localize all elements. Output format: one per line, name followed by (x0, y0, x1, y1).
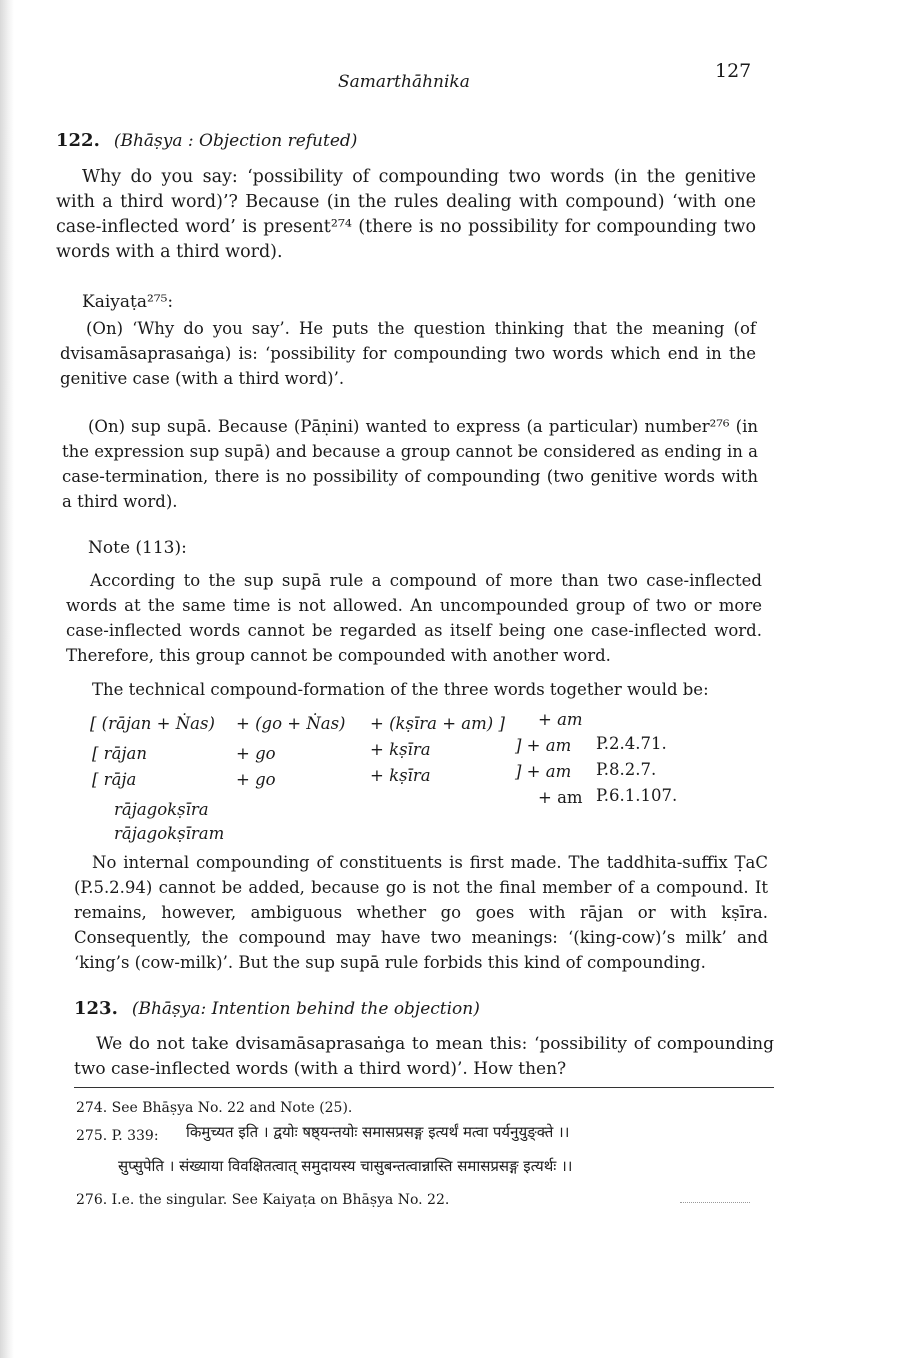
formula-line: + kṣīra (370, 740, 431, 759)
footnote-276: 276. I.e. the singular. See Kaiyaṭa on Bhāṣya No. 22. (76, 1192, 450, 1208)
paragraph-text: (On) sup supā. Because (Pāṇini) wanted to express (a particular) number²⁷⁶ (in the expression sup supā) and because a group cannot be considered as ending in a case-termination, there is no possibility of compounding (two genitive words with a third word). (62, 417, 758, 511)
paragraph-text: Why do you say: ‘possibility of compounding two words (in the genitive with a third word)’? Because (in the rules dealing with compound) ‘with one case-inflected word’ is present²⁷⁴ (there is no possibility for compounding two words with a third word). (56, 167, 756, 262)
running-header: Samarthāhnika (338, 72, 470, 92)
kaiyata-label: Kaiyaṭa²⁷⁵: (82, 292, 174, 312)
rule-reference: P.8.2.7. (596, 760, 657, 779)
paragraph-text: No internal compounding of constituents is first made. The taddhita-suffix ṬaC (P.5.2.94) cannot be added, because go is not the final member of a compound. It remains, however, ambiguous whether go goes with rājan or with kṣīra. Consequently, the compound may have two meanings: ‘(king-cow)’s milk’ and ‘king’s (cow-milk)’. But the sup supā rule forbids this kind of compounding. (74, 853, 768, 972)
formula-line: + go (236, 770, 276, 789)
formula-line: + go (236, 744, 276, 763)
page-number: 127 (715, 60, 752, 82)
paragraph (74, 1032, 774, 1082)
paragraph-text: (On) ‘Why do you say’. He puts the question thinking that the meaning (of dvisamāsaprasaṅga) is: ‘possibility for compounding two words which end in the genitive case (with a third word)’. (60, 319, 756, 388)
footnote-274: 274. See Bhāṣya No. 22 and Note (25). (76, 1100, 353, 1116)
footnote-275-sanskrit-line-2: सुप्सुपेति । संख्याया विवक्षितत्वात् समुदायस्य चासुबन्तत्वान्नास्ति समासप्रसङ्ग इत्यर्थः ।। (118, 1157, 573, 1175)
dotted-mark (680, 1202, 750, 1204)
formula-line: rājagokṣīra (114, 800, 209, 819)
footnote-275-label: 275. P. 339: (76, 1128, 159, 1144)
formula-line: ] + am (515, 736, 572, 755)
section-heading-123 (74, 998, 480, 1019)
section-heading-122 (56, 130, 357, 151)
section-number: 123. (74, 998, 118, 1019)
section-title: (Bhāṣya: Intention behind the objection) (131, 999, 480, 1019)
paragraph-text: According to the sup supā rule a compound of more than two case-inflected words at the same time is not allowed. An uncompounded group of two or more case-inflected words cannot be regarded as itself being one case-inflected word. Therefore, this group cannot be compounded with another word. (66, 571, 762, 665)
paragraph (60, 316, 756, 391)
footnote-divider (74, 1087, 774, 1088)
paragraph: The technical compound-formation of the three words together would be: (92, 680, 709, 699)
formula-line: + am (538, 710, 583, 729)
formula-line: + kṣīra (370, 766, 431, 785)
note-label: Note (113): (88, 538, 187, 558)
paragraph (56, 165, 756, 265)
paragraph (62, 414, 758, 514)
rule-reference: P.2.4.71. (596, 734, 667, 753)
formula-line: + am (538, 788, 583, 807)
formula-line: ] + am (515, 762, 572, 781)
formula-line: [ rāja (92, 770, 137, 789)
paragraph-text: We do not take dvisamāsaprasaṅga to mean this: ‘possibility of compounding two case-inflected words (with a third word)’. How then? (74, 1034, 774, 1079)
rule-reference: P.6.1.107. (596, 786, 678, 805)
section-title: (Bhāṣya : Objection refuted) (113, 131, 358, 151)
paragraph (66, 568, 762, 668)
footnote-275-sanskrit-line-1: किमुच्यत इति । द्वयोः षष्ठ्यन्तयोः समासप्रसङ्ग इत्यर्थं मत्वा पर्यनुयुङ्क्ते ।। (186, 1123, 570, 1141)
section-number: 122. (56, 130, 100, 151)
formula-line: + (go + Ṅas) (236, 714, 346, 733)
formula-line: [ (rājan + Ṅas) (90, 714, 215, 733)
paragraph (74, 850, 768, 975)
formula-line: + (kṣīra + am) ] (370, 714, 505, 733)
formula-line: [ rājan (92, 744, 147, 763)
formula-line: rājagokṣīram (114, 824, 225, 843)
